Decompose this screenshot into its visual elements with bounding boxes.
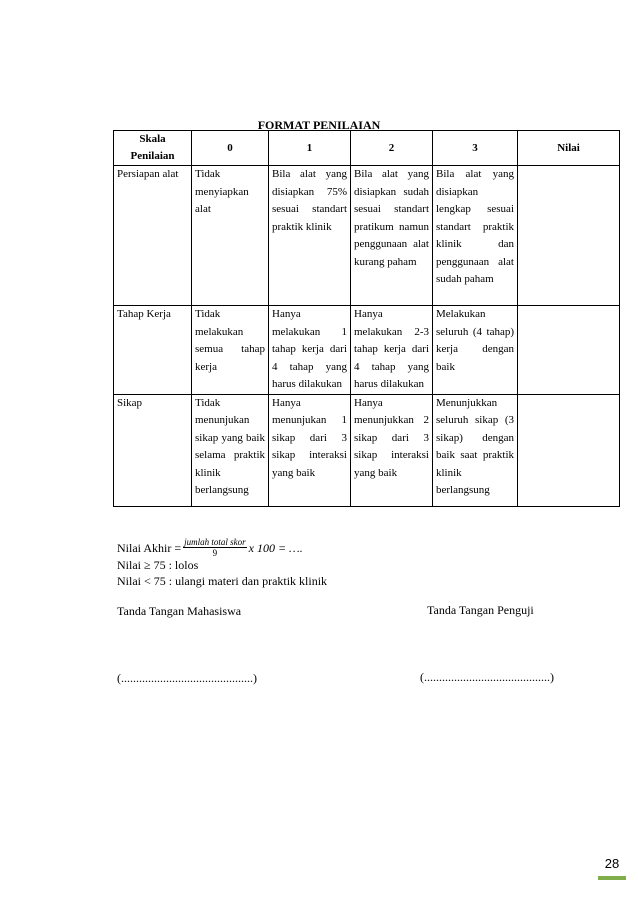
score-1-cell: Bila alat yang disiapkan 75% sesuai standart praktik klinik [269, 166, 351, 306]
table-header-row [114, 131, 620, 166]
nilai-cell [518, 306, 620, 395]
score-0-cell: Tidak menyiapkan alat [192, 166, 269, 306]
header-score-0: 0 [192, 131, 269, 166]
header-skala-penilaian: Skala Penilaian [114, 131, 192, 166]
formula-numerator: jumlah total skor [184, 537, 246, 547]
formula-prefix: Nilai Akhir = [117, 540, 182, 555]
formula-suffix: x 100 = …. [248, 540, 303, 555]
nilai-cell [518, 166, 620, 306]
score-0-cell: Tidak melakukan semua tahap kerja [192, 306, 269, 395]
score-3-cell: Menunjukkan seluruh sikap (3 sikap) dengan baik saat praktik klinik berlangsung [433, 394, 518, 506]
header-score-3: 3 [433, 131, 518, 166]
assessment-table [113, 130, 620, 507]
table-row [114, 166, 620, 306]
table-row [114, 394, 620, 506]
criterion-cell: Persiapan alat [114, 166, 192, 306]
score-3-cell: Bila alat yang disiapkan lengkap sesuai standart praktik klinik dan penggunaan alat sudah paham [433, 166, 518, 306]
score-1-cell: Hanya menunjukan 1 sikap dari 3 sikap interaksi yang baik [269, 394, 351, 506]
page-title: FORMAT PENILAIAN [257, 118, 381, 132]
score-3-cell: Melakukan seluruh (4 tahap) kerja dengan baik [433, 306, 518, 395]
score-2-cell: Hanya menunjukkan 2 sikap dari 3 sikap interaksi yang baik [351, 394, 433, 506]
score-1-cell: Hanya melakukan 1 tahap kerja dari 4 tahap yang harus dilakukan [269, 306, 351, 395]
page-number: 28 [604, 856, 620, 871]
formula-fraction [183, 537, 247, 558]
pass-rule: Nilai ≥ 75 : lolos [117, 558, 199, 572]
page-number-underline [598, 876, 626, 880]
formula-denominator: 9 [212, 548, 218, 558]
header-score-2: 2 [351, 131, 433, 166]
score-0-cell: Tidak menunjukan sikap yang baik selama praktik klinik berlangsung [192, 394, 269, 506]
student-signature-label: Tanda Tangan Mahasiswa [117, 604, 242, 618]
score-2-cell: Hanya melakukan 2-3 tahap kerja dari 4 tahap yang harus dilakukan [351, 306, 433, 395]
student-signature-line: (............................................) [117, 671, 257, 685]
header-score-1: 1 [269, 131, 351, 166]
nilai-cell [518, 394, 620, 506]
score-2-cell: Bila alat yang disiapkan sudah sesuai standart pratikum namun penggunaan alat kurang paham [351, 166, 433, 306]
final-score-formula [117, 537, 303, 558]
criterion-cell: Sikap [114, 394, 192, 506]
criterion-cell: Tahap Kerja [114, 306, 192, 395]
header-nilai: Nilai [518, 131, 620, 166]
table-row [114, 306, 620, 395]
examiner-signature-line: (..........................................) [420, 670, 554, 684]
fail-rule: Nilai < 75 : ulangi materi dan praktik klinik [117, 574, 328, 588]
examiner-signature-label: Tanda Tangan Penguji [427, 603, 534, 617]
